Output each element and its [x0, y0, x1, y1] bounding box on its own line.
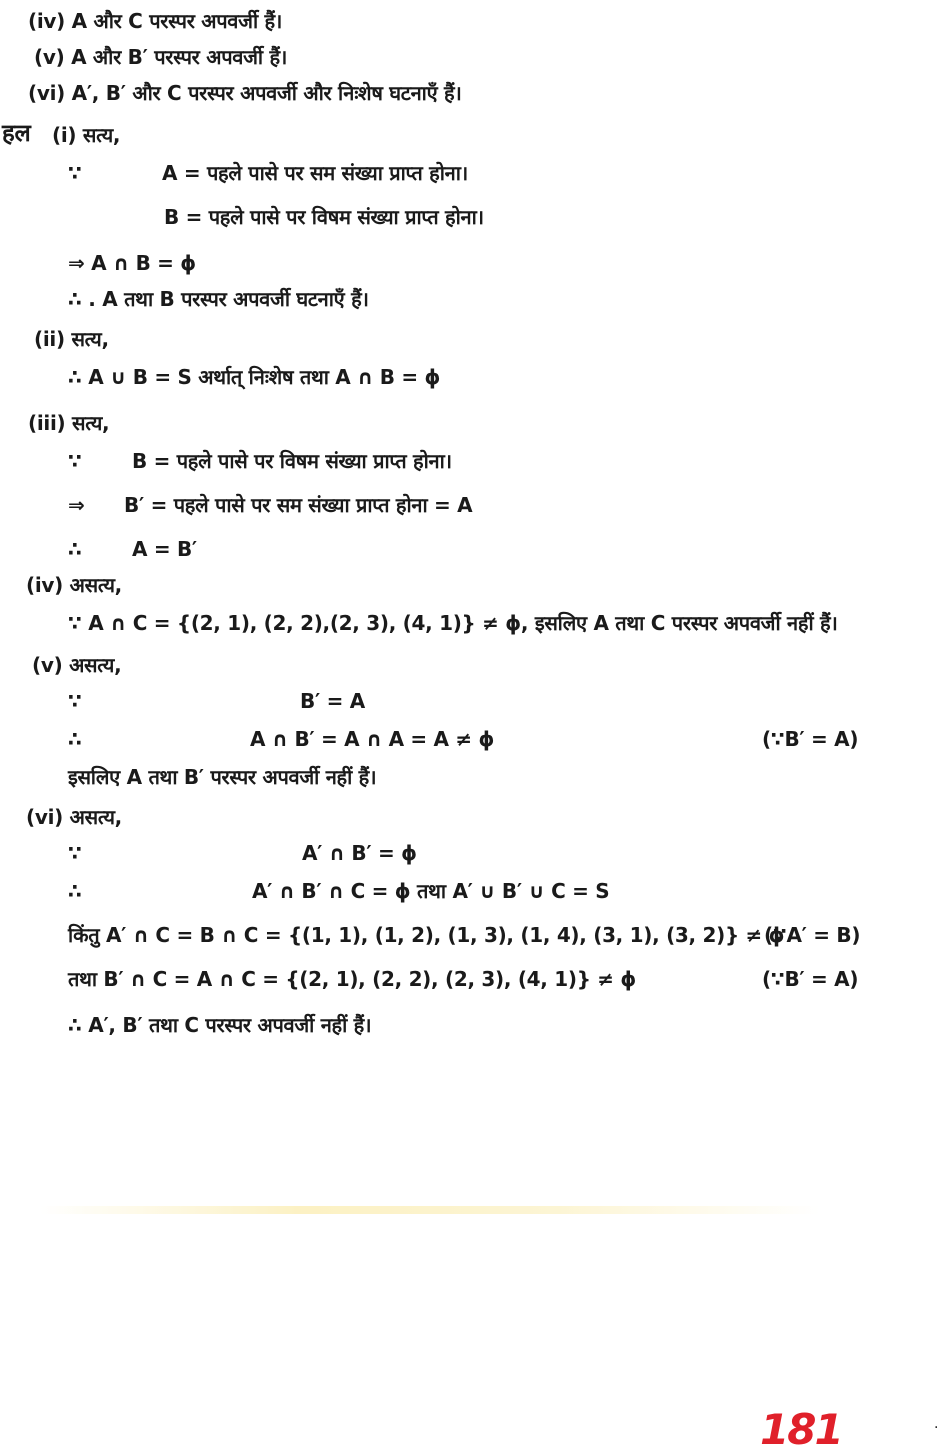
therefore-marker: ∴	[68, 879, 82, 903]
statement-iv: (iv) A और C परस्पर अपवर्जी हैं।	[28, 9, 283, 33]
conclusion-i: ∴ . A तथा B परस्पर अपवर्जी घटनाएँ हैं।	[68, 287, 369, 311]
page-number: 181	[760, 1405, 842, 1454]
implication-intersection: ⇒ A ∩ B = ϕ	[68, 251, 196, 275]
b-complement-definition: B′ = पहले पासे पर सम संख्या प्राप्त होना = A	[124, 493, 473, 517]
part-vi-label: (vi) असत्य,	[26, 805, 122, 829]
part-iii-label: (iii) सत्य,	[28, 411, 110, 435]
conclusion-v: इसलिए A तथा B′ परस्पर अपवर्जी नहीं हैं।	[68, 765, 377, 789]
because-marker: ∵	[68, 161, 82, 185]
part-v-label: (v) असत्य,	[32, 653, 122, 677]
event-b-definition: B = पहले पासे पर विषम संख्या प्राप्त होना।	[164, 205, 484, 229]
a-b-complement-intersection: A′ ∩ B′ = ϕ	[302, 841, 417, 865]
part-i-label: (i) सत्य,	[52, 123, 121, 147]
statement-vi: (vi) A′, B′ और C परस्पर अपवर्जी और निःशेष घटनाएँ हैं।	[28, 81, 462, 105]
reason-note: (∵A′ = B)	[764, 923, 861, 947]
reason-note: (∵B′ = A)	[762, 727, 859, 751]
solution-heading: हल	[2, 119, 31, 147]
exhaustive-statement: A′ ∩ B′ ∩ C = ϕ तथा A′ ∪ B′ ∪ C = S	[252, 879, 610, 903]
and-statement: तथा B′ ∩ C = A ∩ C = {(2, 1), (2, 2), (2, 3), (4, 1)} ≠ ϕ	[68, 967, 637, 991]
event-a-definition: A = पहले पासे पर सम संख्या प्राप्त होना।	[162, 161, 468, 185]
reason-note: (∵B′ = A)	[762, 967, 859, 991]
edge-dot: ·	[934, 1420, 939, 1436]
but-statement: किंतु A′ ∩ C = B ∩ C = {(1, 1), (1, 2), (1, 3), (1, 4), (3, 1), (3, 2)} ≠ ϕ	[68, 923, 785, 947]
conclusion-iii: A = B′	[132, 537, 197, 561]
therefore-marker: ∴	[68, 537, 82, 561]
part-iv-label: (iv) असत्य,	[26, 573, 122, 597]
because-marker: ∵	[68, 689, 82, 713]
part-ii-label: (ii) सत्य,	[34, 327, 109, 351]
implies-marker: ⇒	[68, 493, 85, 517]
conclusion-ii: ∴ A ∪ B = S अर्थात् निःशेष तथा A ∩ B = ϕ	[68, 365, 441, 389]
therefore-marker: ∴	[68, 727, 82, 751]
because-marker: ∵	[68, 841, 82, 865]
event-b-definition-iii: B = पहले पासे पर विषम संख्या प्राप्त होना।	[132, 449, 452, 473]
because-marker: ∵	[68, 449, 82, 473]
intersection-a-b-complement: A ∩ B′ = A ∩ A = A ≠ ϕ	[250, 727, 495, 751]
conclusion-iv: ∵ A ∩ C = {(2, 1), (2, 2),(2, 3), (4, 1)} ≠ ϕ, इसलिए A तथा C परस्पर अपवर्जी नहीं हैं।	[68, 611, 838, 635]
b-complement-equals-a: B′ = A	[300, 689, 365, 713]
statement-v: (v) A और B′ परस्पर अपवर्जी हैं।	[34, 45, 288, 69]
conclusion-vi: ∴ A′, B′ तथा C परस्पर अपवर्जी नहीं हैं।	[68, 1013, 372, 1037]
faint-highlight-band	[40, 1206, 820, 1214]
